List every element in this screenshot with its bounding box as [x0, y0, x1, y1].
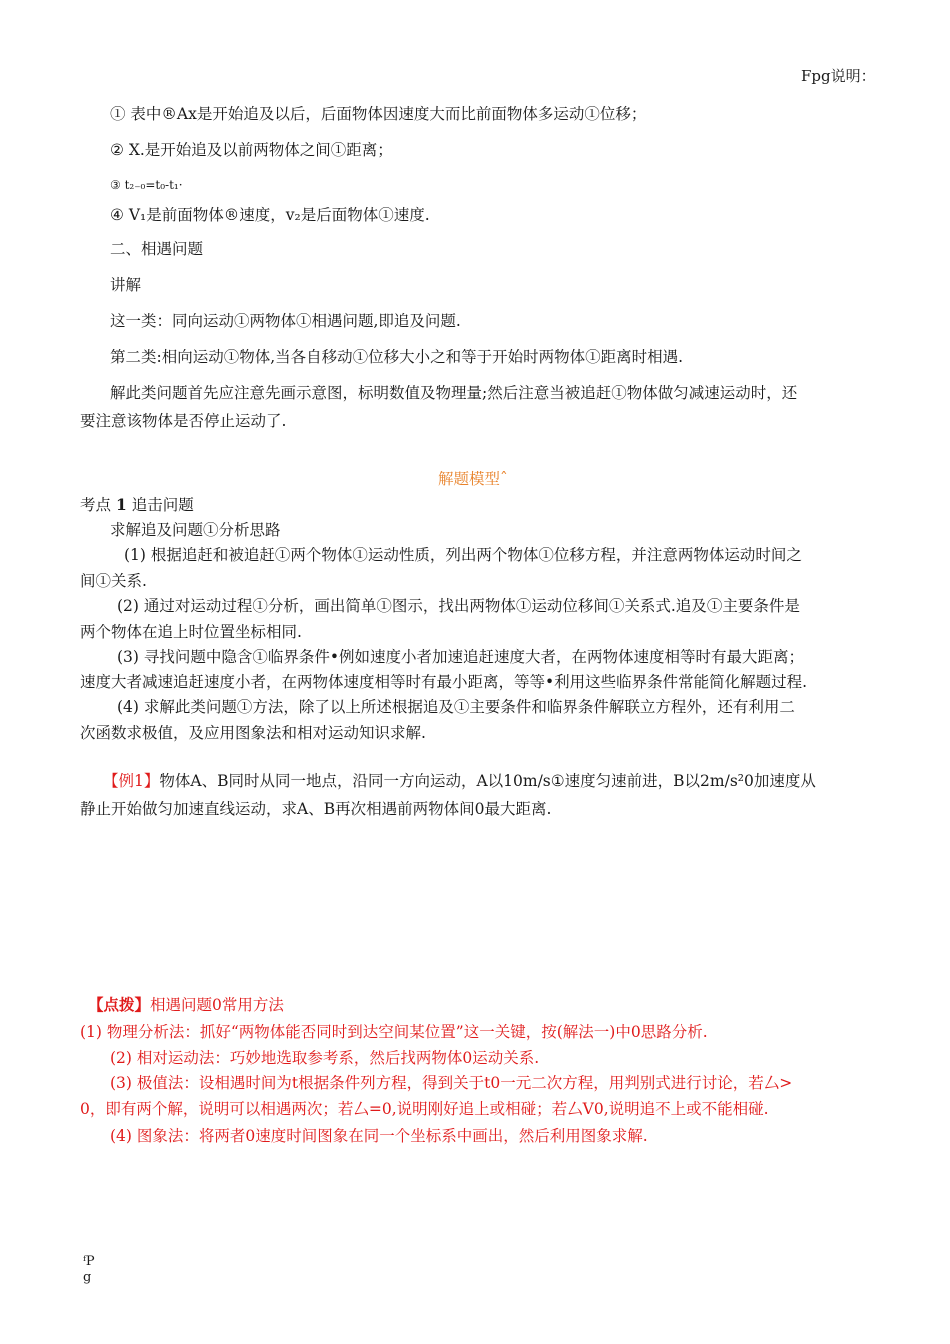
tip-tag: 【点拨】	[88, 995, 151, 1014]
kaodian-label: 考点	[80, 496, 112, 514]
tip-method-3-line-2: 0，即有两个解，说明可以相遇两次；若厶=0,说明刚好追上或相碰；若厶V0,说明追不上或不能相碰.	[80, 1100, 769, 1118]
tip-heading	[88, 993, 284, 1015]
step-1-line-1: (1) 根据追赶和被追赶①两个物体①运动性质，列出两个物体①位移方程，并注意两物体运动时间之	[124, 546, 802, 564]
class-1-text: 这一类：同向运动①两物体①相遇问题,即追及问题.	[110, 312, 461, 330]
tip-method-1: (1) 物理分析法：抓好“两物体能否同时到达空间某位置”这一关键，按(解法一)中0思路分析.	[80, 1023, 708, 1041]
kaodian-number: 1	[115, 495, 127, 514]
explain-label: 讲解	[110, 276, 142, 294]
step-4-line-1: (4) 求解此类问题①方法，除了以上所述根据追及①主要条件和临界条件解联立方程外，还有利用二	[117, 698, 795, 716]
step-3-line-1: (3) 寻找问题中隐含①临界条件•例如速度小者加速追赶速度大者，在两物体速度相等时有最大距离；	[117, 648, 805, 666]
tip-method-3-line-1: (3) 极值法：设相遇时间为t根据条件列方程，得到关于t0一元二次方程，用判别式进行讨论，若厶>	[110, 1074, 793, 1092]
example-line-1	[103, 769, 816, 791]
header-note: Fpg说明：	[801, 67, 876, 85]
model-subtitle: 求解追及问题①分析思路	[110, 521, 281, 539]
note-2: ② X.是开始追及以前两物体之间①距离；	[110, 141, 393, 159]
section-heading: 二、相遇问题	[110, 240, 204, 258]
kaodian-heading	[80, 493, 194, 515]
solve-line-2: 要注意该物体是否停止运动了.	[80, 412, 287, 430]
note-4: ④ V₁是前面物体®速度，v₂是后面物体①速度.	[110, 206, 430, 224]
tip-method-4: (4) 图象法：将两者0速度时间图象在同一个坐标系中画出，然后利用图象求解.	[110, 1127, 648, 1145]
footer-line-2: g	[83, 1270, 92, 1285]
step-3-line-2: 速度大者减速追赶速度小者，在两物体速度相等时有最小距离，等等•利用这些临界条件常能简化解题过程.	[80, 673, 808, 691]
footer-line-1: ᶠP	[83, 1254, 95, 1269]
example-line-2: 静止开始做匀加速直线运动，求A、B再次相遇前两物体间0最大距离.	[80, 800, 552, 818]
step-2-line-2: 两个物体在追上时位置坐标相同.	[80, 623, 302, 641]
example-tag: 【例1】	[103, 772, 160, 790]
tip-method-2: (2) 相对运动法：巧妙地选取参考系，然后找两物体0运动关系.	[110, 1049, 540, 1067]
note-1: ① 表中®Ax是开始追及以后，后面物体因速度大而比前面物体多运动①位移；	[110, 105, 647, 123]
note-3: ③ t₂₋₀=t₀-t₁·	[110, 178, 183, 192]
step-2-line-1: (2) 通过对运动过程①分析，画出简单①图示，找出两物体①运动位移间①关系式.追及①主要条件是	[117, 597, 800, 615]
solve-line-1: 解此类问题首先应注意先画示意图，标明数值及物理量;然后注意当被追赶①物体做匀减速运动时，还	[110, 384, 798, 402]
step-1-line-2: 间①关系.	[80, 572, 147, 590]
tip-title: 相遇问题0常用方法	[150, 996, 284, 1014]
example-text-1: 物体A、B同时从同一地点，沿同一方向运动，A以10m/s①速度匀速前进，B以2m/s²0加速度从	[159, 772, 816, 790]
footer-mark	[83, 1254, 95, 1286]
kaodian-text: 追击问题	[131, 496, 194, 514]
model-title: 解题模型ˆ	[438, 470, 508, 488]
step-4-line-2: 次函数求极值，及应用图象法和相对运动知识求解.	[80, 724, 426, 742]
class-2-text: 第二类:相向运动①物体,当各自移动①位移大小之和等于开始时两物体①距离时相遇.	[110, 348, 684, 366]
